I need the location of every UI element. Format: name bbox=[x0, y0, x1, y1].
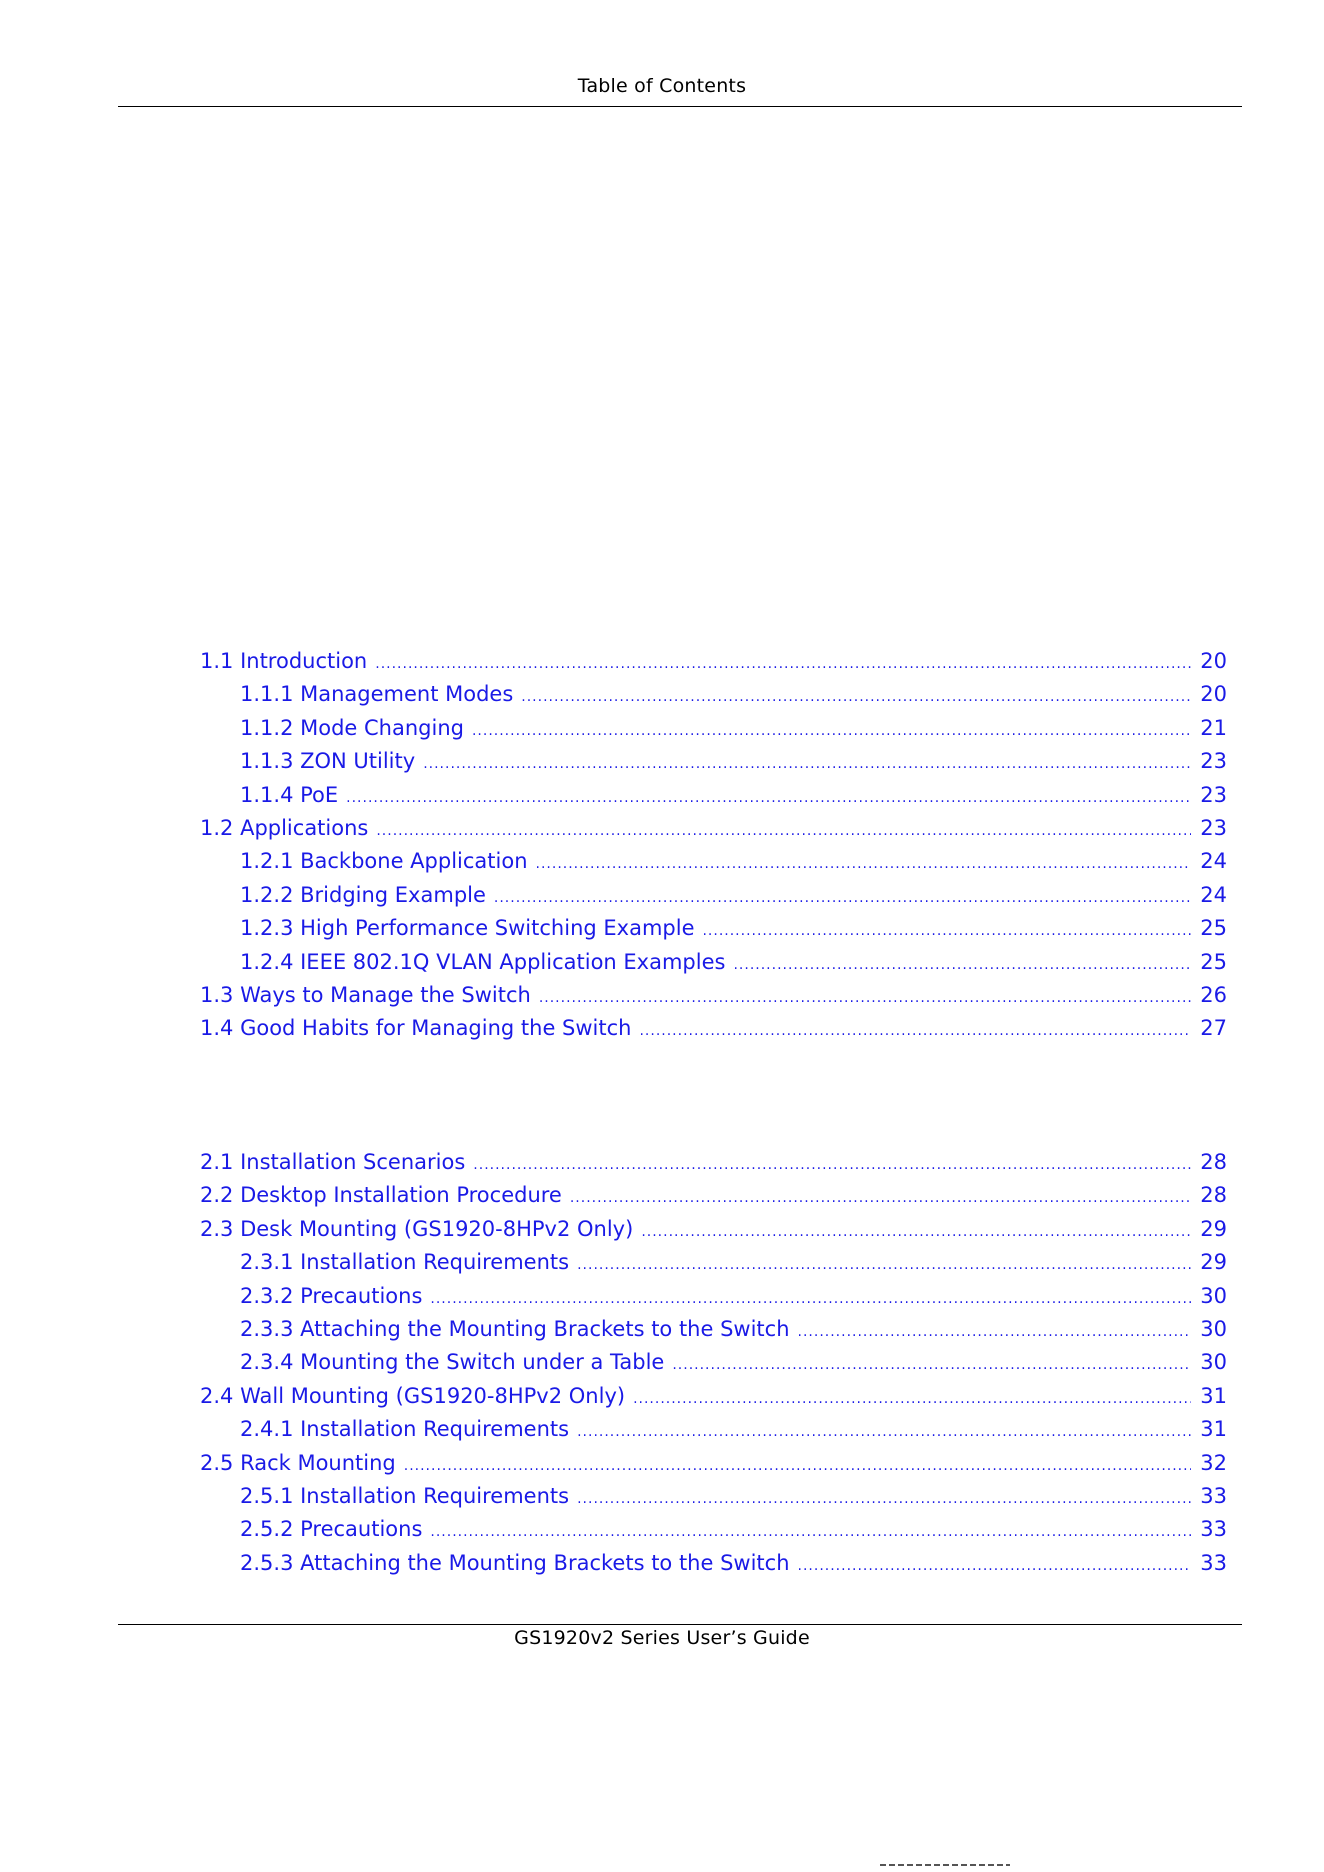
toc-entry[interactable] bbox=[200, 1280, 1227, 1313]
toc-entry[interactable] bbox=[200, 1246, 1227, 1279]
toc-dot-leader bbox=[521, 681, 1191, 711]
toc-entry[interactable] bbox=[200, 1179, 1227, 1212]
toc-entry[interactable] bbox=[200, 1380, 1227, 1413]
page-header-title: Table of Contents bbox=[577, 75, 747, 97]
toc-entry-page-number: 20 bbox=[1200, 682, 1227, 707]
toc-dot-leader bbox=[494, 882, 1191, 912]
toc-entry-title: 1.2.2 Bridging Example bbox=[240, 882, 486, 907]
header-divider bbox=[118, 106, 1242, 107]
toc-dot-leader bbox=[539, 982, 1191, 1012]
toc-entry-title: 2.4.1 Installation Requirements bbox=[240, 1417, 570, 1442]
toc-entry-title: 2.3.4 Mounting the Switch under a Table bbox=[240, 1350, 665, 1375]
toc-entry-title: 1.2.3 High Performance Switching Example bbox=[240, 916, 695, 941]
toc-dot-leader bbox=[430, 1283, 1191, 1313]
toc-entry-page-number: 23 bbox=[1200, 815, 1227, 840]
toc-dot-leader bbox=[376, 815, 1191, 845]
toc-entry-page-number: 21 bbox=[1200, 715, 1227, 740]
toc-dot-leader bbox=[798, 1550, 1191, 1580]
toc-entry-title: 1.3 Ways to Manage the Switch bbox=[200, 982, 531, 1007]
toc-dot-leader bbox=[577, 1483, 1191, 1513]
toc-entry[interactable] bbox=[200, 678, 1227, 711]
toc-dot-leader bbox=[733, 949, 1191, 979]
toc-entry-title: 1.2 Applications bbox=[200, 815, 369, 840]
toc-entry-page-number: 23 bbox=[1200, 749, 1227, 774]
toc-entry-page-number: 30 bbox=[1200, 1283, 1227, 1308]
toc-dot-leader bbox=[404, 1450, 1191, 1480]
toc-dot-leader bbox=[577, 1416, 1191, 1446]
toc-entry-title: 2.3 Desk Mounting (GS1920-8HPv2 Only) bbox=[200, 1216, 634, 1241]
page-footer-title: GS1920v2 Series User’s Guide bbox=[514, 1627, 810, 1649]
toc-dot-leader bbox=[375, 648, 1191, 678]
toc-entry[interactable] bbox=[200, 1346, 1227, 1379]
toc-entry-title: 2.2 Desktop Installation Procedure bbox=[200, 1183, 562, 1208]
toc-entry-page-number: 29 bbox=[1200, 1250, 1227, 1275]
toc-entry[interactable] bbox=[200, 1012, 1227, 1045]
toc-entry[interactable] bbox=[200, 1146, 1227, 1179]
toc-entry[interactable] bbox=[200, 912, 1227, 945]
toc-entry[interactable] bbox=[200, 1480, 1227, 1513]
toc-entry-page-number: 33 bbox=[1200, 1517, 1227, 1542]
toc-entry-title: 2.4 Wall Mounting (GS1920-8HPv2 Only) bbox=[200, 1383, 626, 1408]
toc-entry-page-number: 25 bbox=[1200, 916, 1227, 941]
toc-dot-leader bbox=[702, 915, 1191, 945]
toc-entry-title: 1.1.4 PoE bbox=[240, 782, 339, 807]
toc-dot-leader bbox=[672, 1349, 1191, 1379]
toc-entry-page-number: 25 bbox=[1200, 949, 1227, 974]
toc-entry-page-number: 31 bbox=[1200, 1383, 1227, 1408]
toc-entry-title: 2.3.1 Installation Requirements bbox=[240, 1250, 570, 1275]
toc-entry-title: 1.2.1 Backbone Application bbox=[240, 849, 528, 874]
toc-entry-title: 1.1.1 Management Modes bbox=[240, 682, 514, 707]
toc-entry[interactable] bbox=[200, 779, 1227, 812]
toc-entry[interactable] bbox=[200, 1213, 1227, 1246]
toc-dot-leader bbox=[570, 1182, 1191, 1212]
toc-entry[interactable] bbox=[200, 712, 1227, 745]
toc-dot-leader bbox=[536, 848, 1191, 878]
toc-entry[interactable] bbox=[200, 1313, 1227, 1346]
toc-dot-leader bbox=[430, 1516, 1191, 1546]
toc-entry-title: 2.1 Installation Scenarios bbox=[200, 1150, 466, 1174]
toc-entry-title: 2.5.3 Attaching the Mounting Brackets to the Switch bbox=[240, 1550, 790, 1575]
toc-entry-title: 2.3.3 Attaching the Mounting Brackets to the Switch bbox=[240, 1316, 790, 1341]
toc-dot-leader bbox=[346, 782, 1191, 812]
toc-entry-page-number: 26 bbox=[1200, 982, 1227, 1007]
toc-entry-title: 2.5.2 Precautions bbox=[240, 1517, 423, 1542]
toc-entry-page-number: 28 bbox=[1200, 1150, 1227, 1174]
toc-entry[interactable] bbox=[200, 1513, 1227, 1546]
toc-entry-page-number: 20 bbox=[1200, 649, 1227, 673]
toc-entry-page-number: 32 bbox=[1200, 1450, 1227, 1475]
toc-entry-page-number: 33 bbox=[1200, 1483, 1227, 1508]
toc-entry-page-number: 30 bbox=[1200, 1350, 1227, 1375]
toc-entry-title: 2.5 Rack Mounting bbox=[200, 1450, 396, 1475]
toc-dot-leader bbox=[577, 1249, 1191, 1279]
toc-dot-leader bbox=[639, 1015, 1191, 1045]
toc-dot-leader bbox=[472, 715, 1191, 745]
toc-entry[interactable] bbox=[200, 879, 1227, 912]
toc-dot-leader bbox=[473, 1149, 1191, 1179]
toc-entry-page-number: 33 bbox=[1200, 1550, 1227, 1575]
toc-dot-leader bbox=[798, 1316, 1191, 1346]
toc-entry-page-number: 23 bbox=[1200, 782, 1227, 807]
toc-entry-page-number: 24 bbox=[1200, 849, 1227, 874]
toc-entry-page-number: 30 bbox=[1200, 1316, 1227, 1341]
scan-artifact bbox=[880, 1864, 1010, 1866]
toc-entry-title: 2.3.2 Precautions bbox=[240, 1283, 423, 1308]
toc-entry-page-number: 28 bbox=[1200, 1183, 1227, 1208]
toc-entry[interactable] bbox=[200, 1547, 1227, 1580]
toc-entry[interactable] bbox=[200, 1413, 1227, 1446]
toc-dot-leader bbox=[423, 748, 1191, 778]
toc-chapter-1 bbox=[200, 645, 1227, 1046]
toc-entry-title: 1.1.2 Mode Changing bbox=[240, 715, 464, 740]
toc-entry[interactable] bbox=[200, 946, 1227, 979]
toc-entry-page-number: 31 bbox=[1200, 1417, 1227, 1442]
toc-dot-leader bbox=[641, 1216, 1191, 1246]
toc-entry-title: 1.2.4 IEEE 802.1Q VLAN Application Examples bbox=[240, 949, 726, 974]
toc-entry-page-number: 24 bbox=[1200, 882, 1227, 907]
toc-entry-page-number: 27 bbox=[1200, 1016, 1227, 1041]
toc-entry[interactable] bbox=[200, 745, 1227, 778]
toc-chapter-2 bbox=[200, 1146, 1227, 1580]
toc-entry-title: 1.4 Good Habits for Managing the Switch bbox=[200, 1016, 632, 1041]
toc-entry[interactable] bbox=[200, 645, 1227, 678]
toc-entry-title: 1.1.3 ZON Utility bbox=[240, 749, 416, 774]
toc-entry[interactable] bbox=[200, 979, 1227, 1012]
toc-entry[interactable] bbox=[200, 812, 1227, 845]
toc-entry-page-number: 29 bbox=[1200, 1216, 1227, 1241]
toc-entry-title: 2.5.1 Installation Requirements bbox=[240, 1483, 570, 1508]
toc-entry[interactable] bbox=[200, 845, 1227, 878]
toc-entry-title: 1.1 Introduction bbox=[200, 649, 368, 673]
toc-dot-leader bbox=[633, 1383, 1191, 1413]
toc-entry[interactable] bbox=[200, 1447, 1227, 1480]
